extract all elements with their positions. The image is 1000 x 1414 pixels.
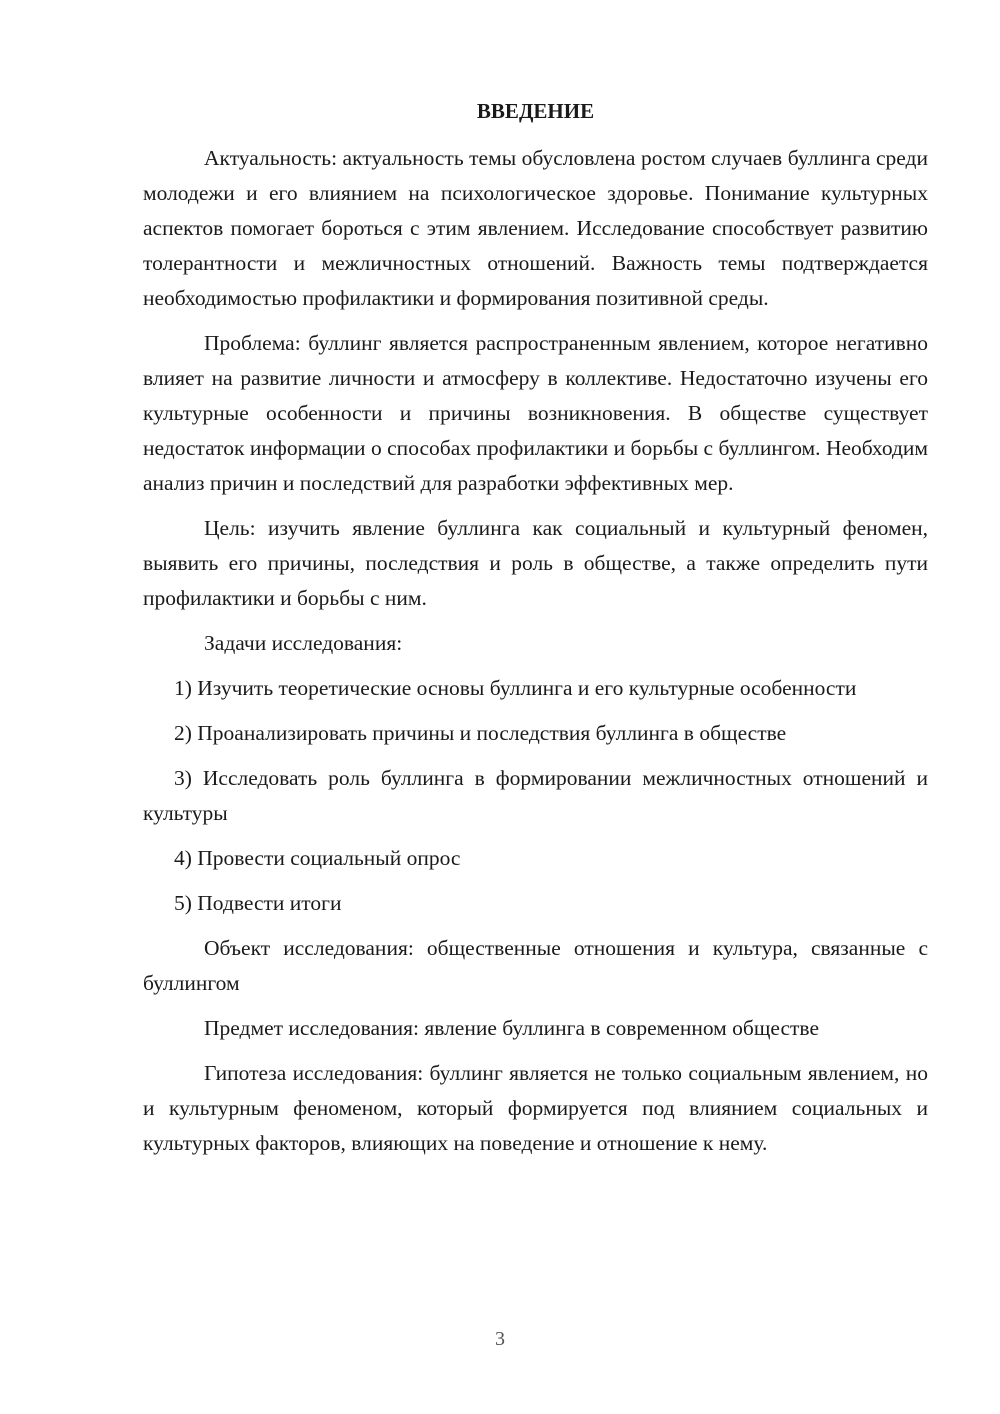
task-item-4: 4) Провести социальный опрос xyxy=(174,846,461,870)
hypothesis-paragraph: Гипотеза исследования: буллинг является не только социальным явлением, но и культурным феноменом, который формируется под влиянием социальных и культурных факторов, влияющих на поведение и отношение к нему. xyxy=(143,1061,928,1155)
object-paragraph: Объект исследования: общественные отношения и культура, связанные с буллингом xyxy=(143,936,928,995)
task-item-1: 1) Изучить теоретические основы буллинга и его культурные особенности xyxy=(174,676,857,700)
goal-paragraph: Цель: изучить явление буллинга как социальный и культурный феномен, выявить его причины, последствия и роль в обществе, а также определить пути профилактики и борьбы с ним. xyxy=(143,516,928,610)
task-item-5: 5) Подвести итоги xyxy=(174,891,342,915)
section-title: ВВЕДЕНИЕ xyxy=(476,99,595,123)
task-item-2: 2) Проанализировать причины и последствия буллинга в обществе xyxy=(174,721,787,745)
page-number: 3 xyxy=(495,1328,505,1350)
relevance-paragraph: Актуальность: актуальность темы обусловлена ростом случаев буллинга среди молодежи и его влиянием на психологическое здоровье. Понимание культурных аспектов помогает бороться с этим явлением. Исследование способствует развитию толерантности и межличностных отношений. Важность темы подтверждается необходимостью профилактики и формирования позитивной среды. xyxy=(143,146,928,310)
task-item-3: 3) Исследовать роль буллинга в формировании межличностных отношений и культуры xyxy=(143,766,928,825)
tasks-heading: Задачи исследования: xyxy=(204,631,403,655)
subject-paragraph: Предмет исследования: явление буллинга в современном обществе xyxy=(204,1016,819,1040)
problem-paragraph: Проблема: буллинг является распространенным явлением, которое негативно влияет на развитие личности и атмосферу в коллективе. Недостаточно изучены его культурные особенности и причины возникновения. В обществе существует недостаток информации о способах профилактики и борьбы с буллингом. Необходим анализ причин и последствий для разработки эффективных мер. xyxy=(143,331,928,495)
document-page xyxy=(143,94,928,1171)
